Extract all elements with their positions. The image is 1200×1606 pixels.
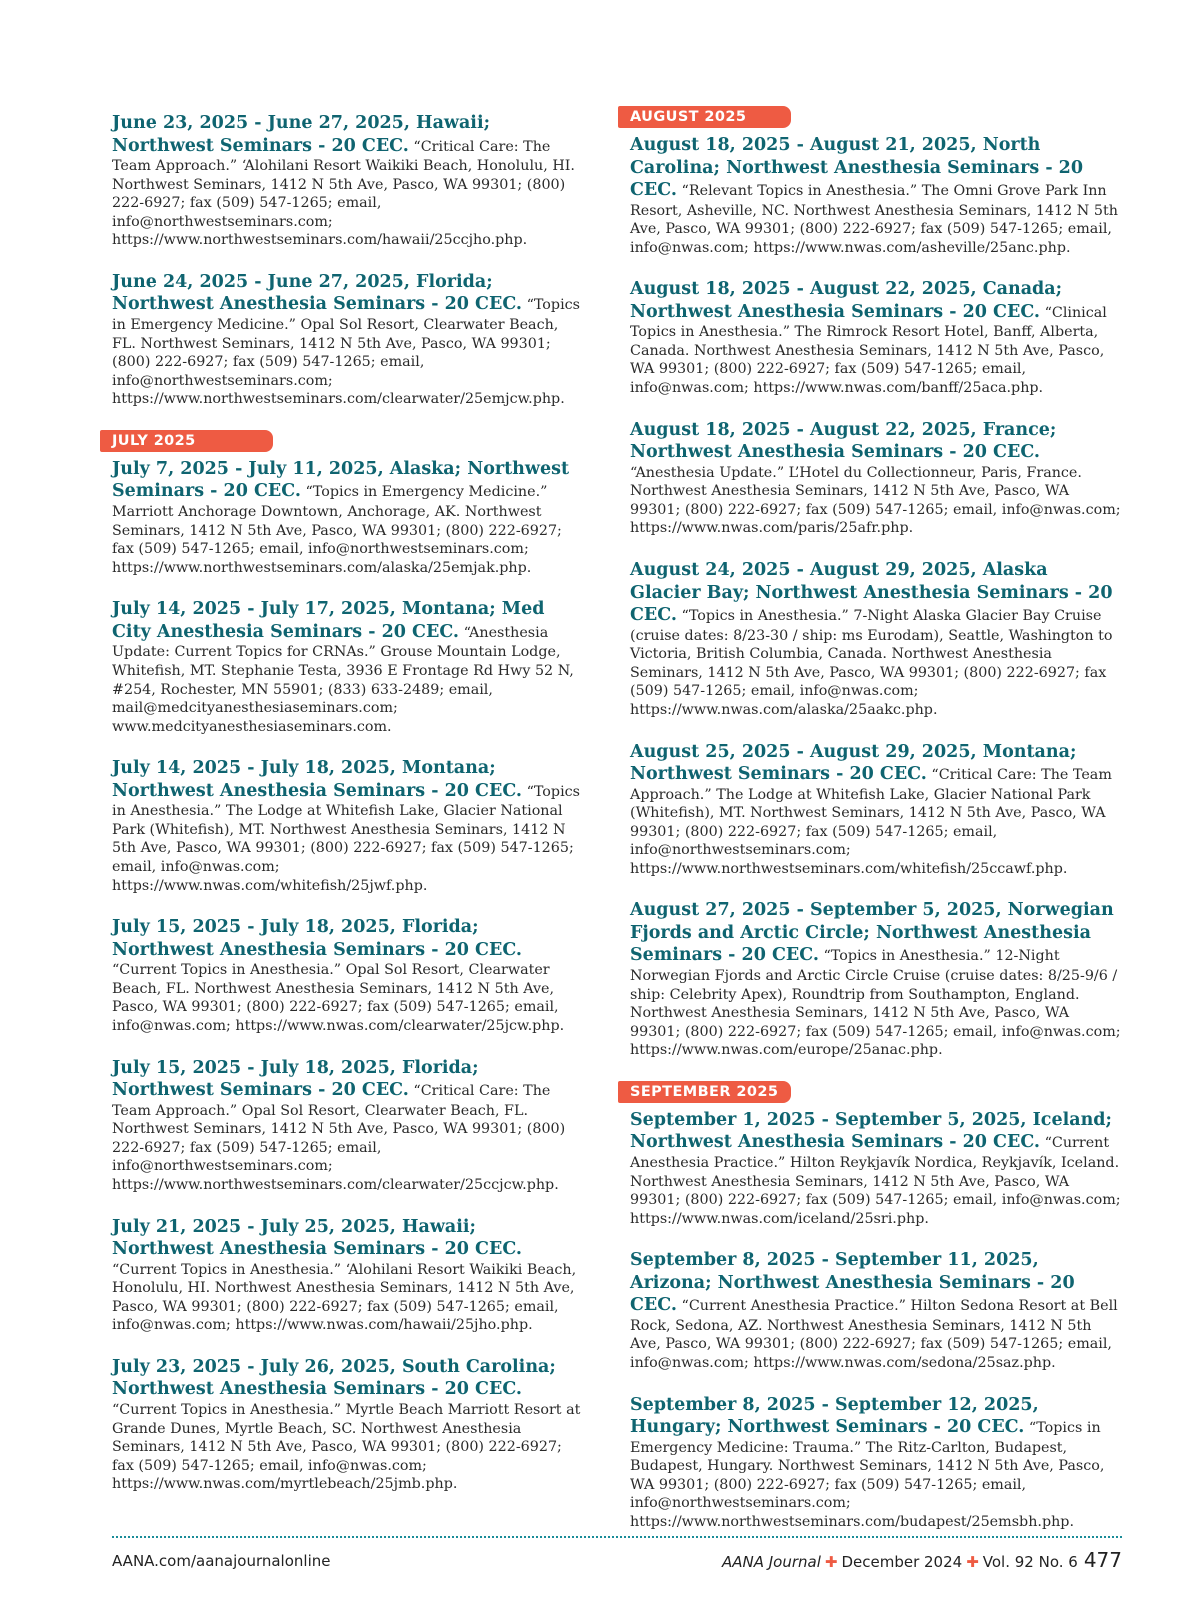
event-details: “Critical Care: The Team Approach.” Opal Sol Resort, Clearwater Beach, FL. Northwest Seminars, 1412 N 5th Ave, Pasco, WA 99301; (800) 222-6927; fax (509) 547-1265; email, info@northwestseminars.com; https://www.northwestseminars.com/clearwater/25ccjcw.php. [112, 1083, 566, 1193]
event-entry [630, 1109, 1122, 1228]
event-entry [112, 1216, 582, 1335]
event-title: July 14, 2025 - July 17, 2025, Montana; Med City Anesthesia Seminars - 20 CEC. [112, 599, 545, 642]
journal-name: AANA Journal [721, 1553, 821, 1571]
event-entry [112, 757, 582, 895]
month-label-august: AUGUST 2025 [618, 106, 791, 128]
event-entry [112, 598, 582, 736]
event-details: “Current Topics in Anesthesia.” Myrtle Beach Marriott Resort at Grande Dunes, Myrtle Beach, SC. Northwest Anesthesia Seminars, 1412 N 5th Ave, Pasco, WA 99301; (800) 222-6927; fax (509) 547-1265; email, info@nwas.com; https://www.nwas.com/myrtlebeach/25jmb.php. [112, 1401, 581, 1493]
event-entry [112, 1356, 582, 1494]
left-column [112, 112, 582, 1515]
event-entry [630, 134, 1122, 257]
page-number: 477 [1083, 1548, 1122, 1572]
event-details: “Critical Care: The Team Approach.” ‘Alohilani Resort Waikiki Beach, Honolulu, HI. Northwest Seminars, 1412 N 5th Ave, Pasco, WA 99301; (800) 222-6927; fax (509) 547-1265; email, info@northwestseminars.com; https://www.northwestseminars.com/hawaii/25ccjho.php. [112, 138, 575, 249]
footer-divider [112, 1536, 1122, 1538]
event-entry [630, 741, 1122, 879]
event-title: July 15, 2025 - July 18, 2025, Florida; Northwest Seminars - 20 CEC. [112, 1057, 479, 1101]
volume-number: Vol. 92 No. 6 [982, 1553, 1078, 1571]
event-entry [112, 112, 582, 250]
event-details: “Clinical Topics in Anesthesia.” The Rimrock Resort Hotel, Banff, Alberta, Canada. Northwest Anesthesia Seminars, 1412 N 5th Ave, Pasco, WA 99301; (800) 222-6927; fax (509) 547-1265; email, info@nwas.com; https://www.nwas.com/banff/25aca.php. [630, 304, 1107, 397]
plus-separator-icon: ✚ [824, 1553, 838, 1571]
event-entry [630, 1394, 1122, 1532]
event-title: August 25, 2025 - August 29, 2025, Montana; Northwest Seminars - 20 CEC. [630, 741, 1077, 784]
event-details: “Current Topics in Anesthesia.” ‘Alohilani Resort Waikiki Beach, Honolulu, HI. Northwest Anesthesia Seminars, 1412 N 5th Ave, Pasco, WA 99301; (800) 222-6927; fax (509) 547-1265; email, info@nwas.com; https://www.nwas.com/hawaii/25jho.php. [112, 1261, 577, 1334]
footer-citation [722, 1548, 1122, 1572]
event-title: September 8, 2025 - September 11, 2025, Arizona; Northwest Anesthesia Seminars - 20 CEC. [630, 1250, 1075, 1316]
event-title: August 27, 2025 - September 5, 2025, Norwegian Fjords and Arctic Circle; Northwest Anesthesia Seminars - 20 CEC. [630, 900, 1114, 966]
event-title: June 24, 2025 - June 27, 2025, Florida; Northwest Anesthesia Seminars - 20 CEC. [112, 271, 523, 315]
footer-website: AANA.com/aanajournalonline [112, 1552, 331, 1570]
event-title: July 15, 2025 - July 18, 2025, Florida; Northwest Anesthesia Seminars - 20 CEC. [112, 917, 523, 960]
event-details: “Current Anesthesia Practice.” Hilton Sedona Resort at Bell Rock, Sedona, AZ. Northwest Anesthesia Seminars, 1412 N 5th Ave, Pasco, WA 99301; (800) 222-6927; fax (509) 547-1265; email, info@nwas.com; https://www.nwas.com/sedona/25saz.php. [630, 1298, 1118, 1371]
event-details: “Anesthesia Update.” L’Hotel du Collectionneur, Paris, France. Northwest Anesthesia Seminars, 1412 N 5th Ave, Pasco, WA 99301; (800) 222-6927; fax (509) 547-1265; email, info@nwas.com; https://www.nwas.com/paris/25afr.php. [630, 464, 1121, 537]
event-entry [630, 1249, 1122, 1372]
event-details: “Topics in Anesthesia.” The Lodge at Whitefish Lake, Glacier National Park (Whitefish), MT. Northwest Anesthesia Seminars, 1412 N 5th Ave, Pasco, WA 99301; (800) 222-6927; fax (509) 547-1265; email, info@nwas.com; https://www.nwas.com/whitefish/25jwf.php. [112, 783, 580, 894]
plus-separator-icon: ✚ [966, 1553, 979, 1571]
event-details: “Topics in Anesthesia.” 7-Night Alaska Glacier Bay Cruise (cruise dates: 8/23-30 / ship: ms Eurodam), Seattle, Washington to Victoria, British Columbia, Canada. Northwest Anesthesia Seminars, 1412 N 5th Ave, Pasco, WA 99301; (800) 222-6927; fax (509) 547-1265; email, info@nwas.com; https://www.nwas.com/alaska/25aakc.php. [630, 608, 1113, 718]
event-entry [112, 1057, 582, 1195]
event-title: July 7, 2025 - July 11, 2025, Alaska; Northwest Seminars - 20 CEC. [112, 458, 570, 502]
event-details: “Topics in Emergency Medicine: Trauma.” The Ritz-Carlton, Budapest, Budapest, Hungary. Northwest Seminars, 1412 N 5th Ave, Pasco, WA 99301; (800) 222-6927; fax (509) 547-1265; email, info@northwestseminars.com; https://www.northwestseminars.com/budapest/25emsbh.php. [630, 1420, 1105, 1530]
event-details: “Current Anesthesia Practice.” Hilton Reykjavík Nordica, Reykjavík, Iceland. Northwest Anesthesia Seminars, 1412 N 5th Ave, Pasco, WA 99301; (800) 222-6927; fax (509) 547-1265; email, info@nwas.com; https://www.nwas.com/iceland/25sri.php. [630, 1135, 1121, 1227]
event-title: September 8, 2025 - September 12, 2025, Hungary; Northwest Seminars - 20 CEC. [630, 1394, 1039, 1438]
event-details: “Anesthesia Update: Current Topics for CRNAs.” Grouse Mountain Lodge, Whitefish, MT. Stephanie Testa, 3936 E Frontage Rd Hwy 52 N, #254, Rochester, MN 55901; (833) 633-2489; email, mail@medcityanesthesiaseminars.com; www.medcityanesthesiaseminars.com. [112, 624, 574, 735]
event-title: June 23, 2025 - June 27, 2025, Hawaii; Northwest Seminars - 20 CEC. [112, 113, 491, 156]
event-details: “Relevant Topics in Anesthesia.” The Omni Grove Park Inn Resort, Asheville, NC. Northwest Anesthesia Seminars, 1412 N 5th Ave, Pasco, WA 99301; (800) 222-6927; fax (509) 547-1265; email, info@nwas.com; https://www.nwas.com/asheville/25anc.php. [630, 183, 1118, 256]
event-title: August 24, 2025 - August 29, 2025, Alaska Glacier Bay; Northwest Anesthesia Seminars - 20 CEC. [630, 560, 1113, 626]
right-column [630, 106, 1122, 1553]
event-entry [630, 559, 1122, 719]
event-title: July 14, 2025 - July 18, 2025, Montana; Northwest Anesthesia Seminars - 20 CEC. [112, 758, 523, 801]
issue-date: December 2024 [841, 1553, 963, 1571]
event-title: August 18, 2025 - August 22, 2025, France; Northwest Anesthesia Seminars - 20 CEC. [630, 419, 1057, 463]
event-entry [112, 458, 582, 577]
event-details: “Topics in Emergency Medicine.” Marriott Anchorage Downtown, Anchorage, AK. Northwest Seminars, 1412 N 5th Ave, Pasco, WA 99301; (800) 222-6927; fax (509) 547-1265; email, info@northwestseminars.com; https://www.northwestseminars.com/alaska/25emjak.php. [112, 484, 562, 576]
event-title: September 1, 2025 - September 5, 2025, Iceland; Northwest Anesthesia Seminars - 20 CEC. [630, 1109, 1113, 1153]
event-title: August 18, 2025 - August 22, 2025, Canada; Northwest Anesthesia Seminars - 20 CEC. [630, 279, 1063, 322]
event-entry [630, 419, 1122, 538]
month-label-july: JULY 2025 [100, 430, 273, 452]
month-label-september: SEPTEMBER 2025 [618, 1081, 791, 1103]
event-entry [112, 271, 582, 409]
event-entry [630, 278, 1122, 397]
event-title: July 21, 2025 - July 25, 2025, Hawaii; Northwest Anesthesia Seminars - 20 CEC. [112, 1216, 523, 1260]
event-title: August 18, 2025 - August 21, 2025, North Carolina; Northwest Anesthesia Seminars - 20 CEC. [630, 135, 1084, 200]
event-details: “Topics in Anesthesia.” 12-Night Norwegian Fjords and Arctic Circle Cruise (cruise dates: 8/25-9/6 / ship: Celebrity Apex), Roundtrip from Southampton, England. Northwest Anesthesia Seminars, 1412 N 5th Ave, Pasco, WA 99301; (800) 222-6927; fax (509) 547-1265; email, info@nwas.com; https://www.nwas.com/europe/25anac.php. [630, 948, 1121, 1059]
event-title: July 23, 2025 - July 26, 2025, South Carolina; Northwest Anesthesia Seminars - 20 CEC. [112, 1356, 556, 1400]
event-details: “Critical Care: The Team Approach.” The Lodge at Whitefish Lake, Glacier National Park (Whitefish), MT. Northwest Seminars, 1412 N 5th Ave, Pasco, WA 99301; (800) 222-6927; fax (509) 547-1265; email, info@northwestseminars.com; https://www.northwestseminars.com/whitefish/25ccawf.php. [630, 767, 1112, 877]
event-entry [630, 899, 1122, 1059]
event-details: “Topics in Emergency Medicine.” Opal Sol Resort, Clearwater Beach, FL. Northwest Seminars, 1412 N 5th Ave, Pasco, WA 99301; (800) 222-6927; fax (509) 547-1265; email, info@northwestseminars.com; https://www.northwestseminars.com/clearwater/25emjcw.php. [112, 297, 580, 408]
event-entry [112, 916, 582, 1035]
event-details: “Current Topics in Anesthesia.” Opal Sol Resort, Clearwater Beach, FL. Northwest Anesthesia Seminars, 1412 N 5th Ave, Pasco, WA 99301; (800) 222-6927; fax (509) 547-1265; email, info@nwas.com; https://www.nwas.com/clearwater/25jcw.php. [112, 962, 565, 1035]
